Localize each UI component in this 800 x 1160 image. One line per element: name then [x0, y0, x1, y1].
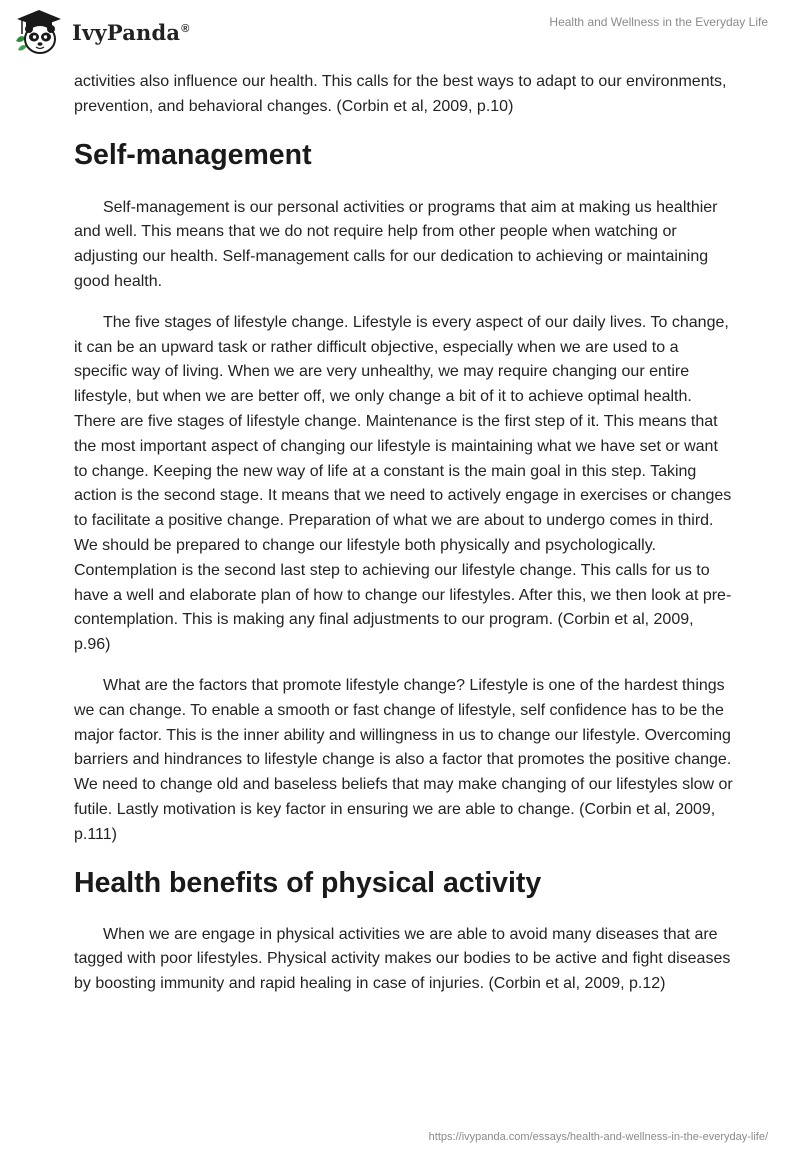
page-header	[0, 0, 800, 70]
panda-graduate-icon	[14, 8, 64, 56]
paragraph: The five stages of lifestyle change. Lifestyle is every aspect of our daily lives. To change, it can be an upward task or rather difficult objective, especially when we are used to a specific way of living. When we are very unhealthy, we may require changing our entire lifestyle, but when we are better off, we only change a bit of it to achieve optimal health. There are five stages of lifestyle change. Maintenance is the first step of it. This means that the most important aspect of changing our lifestyle is maintaining what we have set or want to change. Keeping the new way of life at a constant is the main goal in this step. Taking action is the second stage. It means that we need to actively engage in exercises or changes to facilitate a positive change. Preparation of what we are about to undergo comes in third. We should be prepared to change our lifestyle both physically and psychologically. Contemplation is the second last step to achieving our lifestyle change. This calls for us to have a well and elaborate plan of how to change our lifestyles. After this, we then look at pre-contemplation. This is making any final adjustments to our program. (Corbin et al, 2009, p.96)	[74, 313, 732, 654]
brand-name: IvyPanda®	[72, 19, 190, 45]
paragraph: When we are engage in physical activities we are able to avoid many diseases that are tagged with poor lifestyles. Physical activity makes our bodies to be active and fight diseases by boosting immunity and rapid healing in case of injuries. (Corbin et al, 2009, p.12)	[74, 925, 731, 993]
essay-content	[74, 70, 734, 1013]
registered-mark: ®	[181, 22, 190, 35]
paragraph: What are the factors that promote lifestyle change? Lifestyle is one of the hardest things we can change. To enable a smooth or fast change of lifestyle, self confidence has to be the major factor. This is the inner ability and willingness in us to change our lifestyle. Overcoming barriers and hindrances to lifestyle change is also a factor that promotes the positive change. We need to change old and baseless beliefs that may make changing of our lifestyles slow or futile. Lastly motivation is key factor in ensuring we are able to change. (Corbin et al, 2009, p.111)	[74, 676, 733, 843]
section-heading-health-benefits: Health benefits of physical activity	[74, 866, 542, 899]
source-url-link[interactable]: https://ivypanda.com/essays/health-and-wellness-in-the-everyday-life/	[428, 1131, 768, 1143]
paragraph: Self-management is our personal activities or programs that aim at making us healthier and well. This means that we do not require help from other people when watching or adjusting our health. Self-management calls for our dedication to achieving or maintaining good health.	[74, 198, 718, 290]
intro-paragraph: activities also influence our health. This calls for the best ways to adapt to our environments, prevention, and behavioral changes. (Corbin et al, 2009, p.10)	[74, 73, 727, 115]
section-heading-self-management: Self-management	[74, 138, 312, 171]
ivypanda-logo[interactable]	[14, 8, 190, 56]
document-title: Health and Wellness in the Everyday Life	[549, 15, 768, 29]
